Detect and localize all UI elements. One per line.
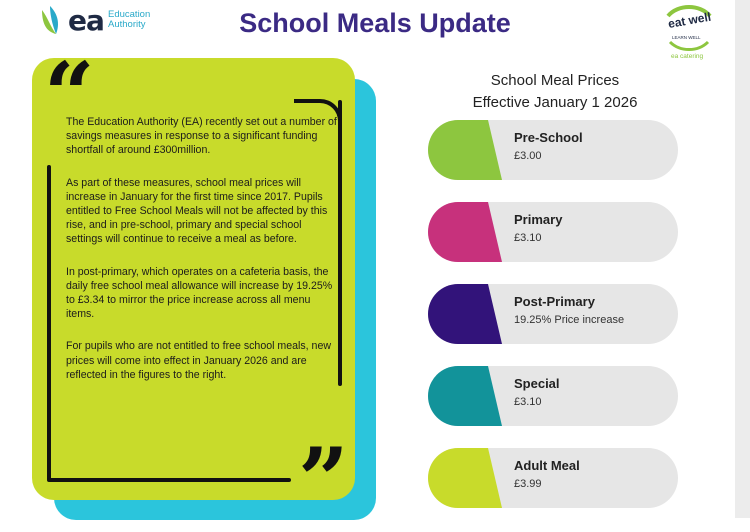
prices-heading: School Meal Prices Effective January 1 2026 [472, 72, 638, 111]
price-value: £3.10 [514, 232, 542, 244]
price-value: £3.10 [514, 396, 542, 408]
price-label: Post-Primary [514, 294, 595, 309]
quote-paragraph: For pupils who are not entitled to free school meals, new prices will come into effect in January 2026 and are reflected in the figures to the right. [66, 340, 331, 381]
price-pill-adult-meal [428, 448, 678, 508]
price-color-tab [428, 448, 502, 508]
frame-line-right [338, 100, 342, 386]
price-pill-pre-school [428, 120, 678, 180]
page-title: School Meals Update [239, 8, 511, 38]
frame-line-bottom [47, 478, 291, 482]
close-quote-icon: ” [298, 428, 349, 532]
ea-logo-letters: ea [68, 4, 104, 37]
open-quote-icon: “ [44, 42, 95, 146]
learn-well-text: LEARN WELL [672, 35, 701, 40]
price-color-tab [428, 202, 502, 262]
price-label: Pre-School [514, 130, 583, 145]
price-value: £3.99 [514, 478, 542, 490]
quote-body [66, 115, 338, 400]
frame-line-left [47, 165, 51, 481]
price-color-tab [428, 366, 502, 426]
eat-well-logo [660, 2, 718, 62]
eat-well-text: eat well [666, 9, 713, 31]
price-label: Primary [514, 212, 563, 227]
price-color-tab [428, 284, 502, 344]
quote-paragraph: As part of these measures, school meal prices will increase in January for the first time since 2017. Pupils entitled to Free School Meals will not be affected by this rise, and in pre-school, primary and special school settings will continue to receive a meal as before. [66, 176, 328, 246]
price-label: Special [514, 376, 560, 391]
price-pill-primary [428, 202, 678, 262]
ea-catering-text: ea catering [671, 53, 704, 60]
ea-logo-subtitle: Education Authority [108, 9, 151, 30]
quote-paragraph: The Education Authority (EA) recently set out a number of savings measures in response to a significant funding shortfall of around £300million. [66, 116, 337, 157]
price-label: Adult Meal [514, 458, 580, 473]
price-value: 19.25% Price increase [514, 314, 625, 326]
page-edge [735, 0, 750, 518]
price-pill-post-primary [428, 284, 678, 344]
price-color-tab [428, 120, 502, 180]
price-pill-special [428, 366, 678, 426]
quote-paragraph: In post-primary, which operates on a cafeteria basis, the daily free school meal allowance will increase by 19.25% to £3.34 to mirror the price increase across all menu items. [66, 265, 333, 321]
price-value: £3.00 [514, 150, 542, 162]
